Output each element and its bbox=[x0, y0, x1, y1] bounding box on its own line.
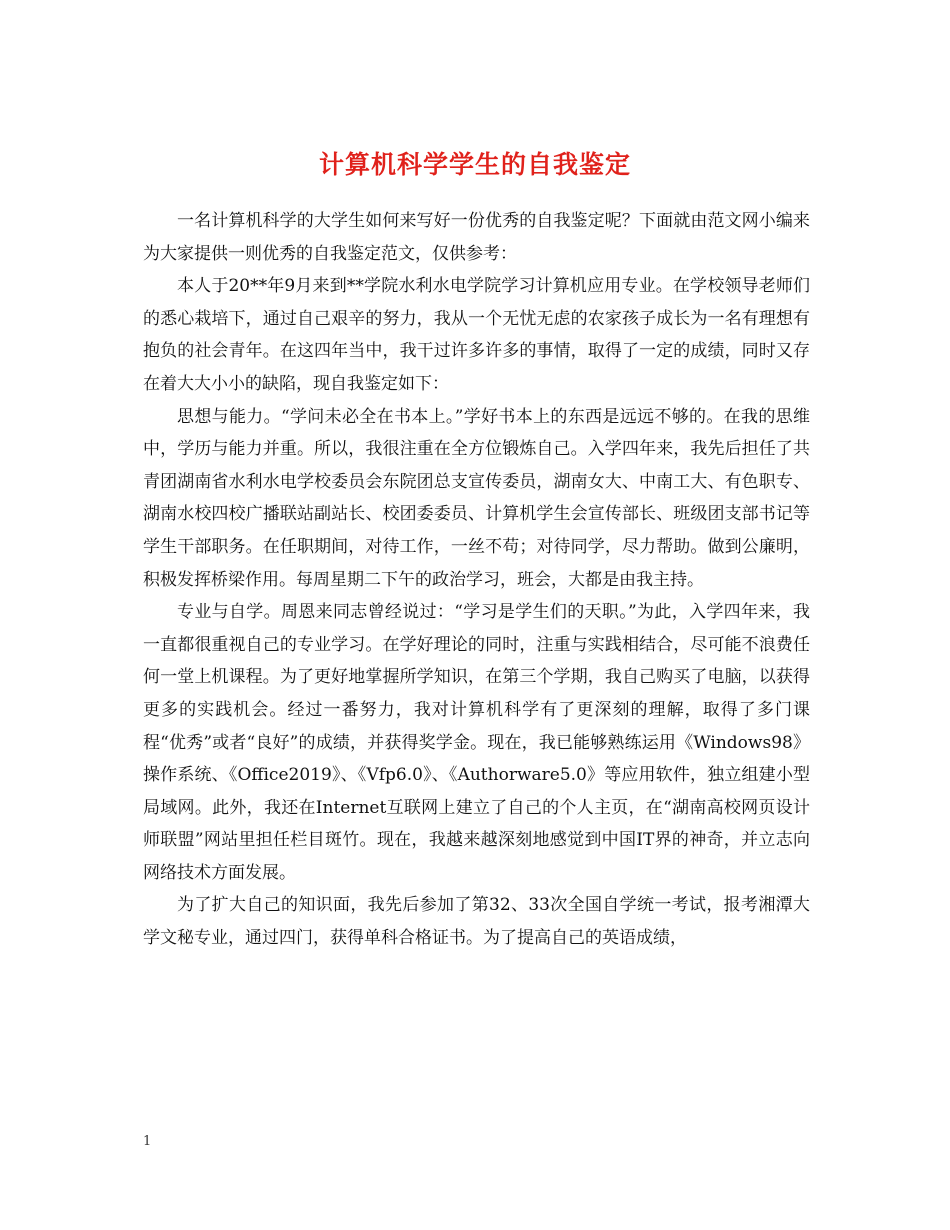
paragraph-intro: 一名计算机科学的大学生如何来写好一份优秀的自我鉴定呢？下面就由范文网小编来为大家提供一则优秀的自我鉴定范文，仅供参考： bbox=[143, 211, 810, 264]
document-title: 计算机科学学生的自我鉴定 bbox=[318, 149, 631, 179]
paragraph-thought-and-ability: 思想与能力。“学问未必全在书本上。”学好书本上的东西是远远不够的。在我的思维中，学历与能力并重。所以，我很注重在全方位锻炼自己。入学四年来，我先后担任了共青团湖南省水利水电学校委员会东院团总支宣传委员，湖南女大、中南工大、有色职专、湖南水校四校广播联站副站长、校团委委员、计算机学生会宣传部长、班级团支部书记等学生干部职务。在任职期间，对待工作，一丝不苟；对待同学，尽力帮助。做到公廉明，积极发挥桥梁作用。每周星期二下午的政治学习，班会，大都是由我主持。 bbox=[143, 406, 810, 590]
page-number: 1 bbox=[143, 1134, 152, 1149]
paragraph-background: 本人于20**年9月来到**学院水利水电学院学习计算机应用专业。在学校领导老师们的悉心栽培下，通过自己艰辛的努力，我从一个无忧无虑的农家孩子成长为一名有理想有抱负的社会青年。在这四年当中，我干过许多许多的事情，取得了一定的成绩，同时又存在着大大小小的缺陷，现自我鉴定如下： bbox=[143, 276, 810, 394]
paragraph-major-and-self-study: 专业与自学。周恩来同志曾经说过：“学习是学生们的天职。”为此，入学四年来，我一直都很重视自己的专业学习。在学好理论的同时，注重与实践相结合，尽可能不浪费任何一堂上机课程。为了更好地掌握所学知识，在第三个学期，我自己购买了电脑，以获得更多的实践机会。经过一番努力，我对计算机科学有了更深刻的理解，取得了多门课程“优秀”或者“良好”的成绩，并获得奖学金。现在，我已能够熟练运用《Windows98》操作系统、《Office2019》、《Vfp6.0》、《Authorware5.0》等应用软件，独立组建小型局域网。此外，我还在Internet互联网上建立了自己的个人主页，在“湖南高校网页设计师联盟”网站里担任栏目斑竹。现在，我越来越深刻地感觉到中国IT界的神奇，并立志向网络技术方面发展。 bbox=[143, 602, 810, 883]
document-body bbox=[143, 205, 810, 955]
paragraph-knowledge-expansion: 为了扩大自己的知识面，我先后参加了第32、33次全国自学统一考试，报考湘潭大学文秘专业，通过四门，获得单科合格证书。为了提高自己的英语成绩， bbox=[143, 895, 810, 949]
